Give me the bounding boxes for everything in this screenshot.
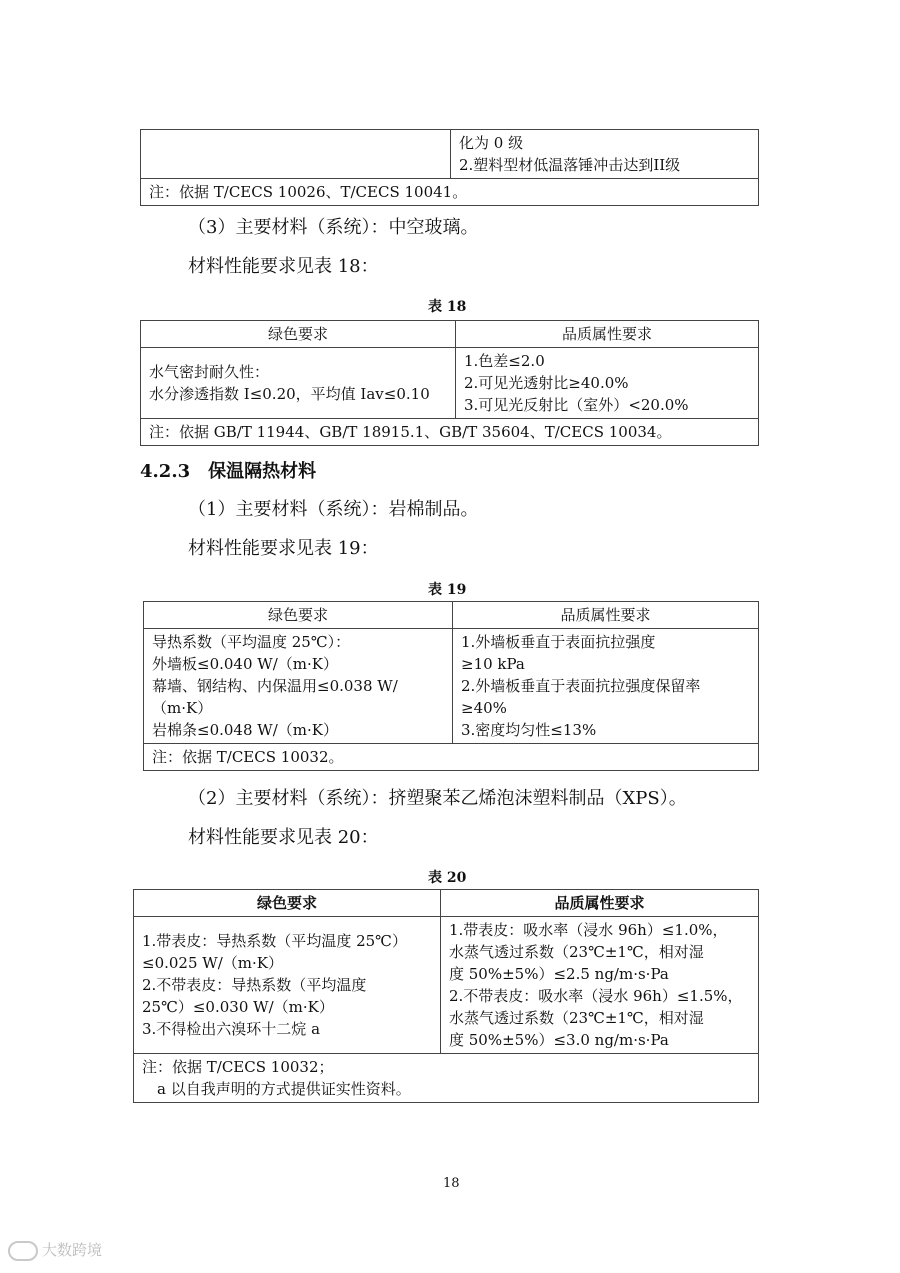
table-20-quality-cell (441, 917, 759, 1054)
top-continuation-table (140, 129, 759, 206)
table-20-quality-line: 度 50%±5%）≤2.5 ng/m·s·Pa (449, 965, 669, 983)
table-20-green-cell (134, 917, 441, 1054)
watermark-logo-icon (8, 1241, 38, 1261)
table-19-header-quality: 品质属性要求 (453, 602, 759, 629)
table-20-header-green: 绿色要求 (134, 890, 441, 917)
table-20-note (134, 1054, 759, 1103)
table-20-quality-line: 1.带表皮：吸水率（浸水 96h）≤1.0%， (449, 921, 728, 939)
table-20-header-quality: 品质属性要求 (441, 890, 759, 917)
ref-table-19: 材料性能要求见表 19： (188, 538, 379, 559)
table-18-quality-cell (456, 348, 759, 419)
table-19-quality-line: ≥10 kPa (461, 655, 525, 673)
table-20-note-line: a 以自我声明的方式提供证实性资料。 (142, 1080, 411, 1098)
table-19-quality-line: 3.密度均匀性≤13% (461, 721, 597, 739)
table-18 (140, 320, 759, 446)
section-heading-4-2-3: 4.2.3 保温隔热材料 (140, 461, 317, 482)
table-19-green-line: 外墙板≤0.040 W/（m·K） (152, 655, 338, 673)
item-xps: （2）主要材料（系统）：挤塑聚苯乙烯泡沫塑料制品（XPS）。 (188, 788, 687, 809)
table-20-green-line: 3.不得检出六溴环十二烷 a (142, 1020, 321, 1038)
table-19-quality-line: ≥40% (461, 699, 507, 717)
table-19-header-green: 绿色要求 (144, 602, 453, 629)
table-18-note: 注：依据 GB/T 11944、GB/T 18915.1、GB/T 35604、T/CECS 10034。 (141, 419, 759, 446)
table-20-green-line: 1.带表皮：导热系数（平均温度 25℃） (142, 932, 407, 950)
ref-table-18: 材料性能要求见表 18： (188, 256, 379, 277)
table-20-green-line: ≤0.025 W/（m·K） (142, 954, 283, 972)
table-20-quality-line: 水蒸气透过系数（23℃±1℃，相对湿 (449, 943, 704, 961)
top-table-right-cell (451, 130, 759, 179)
watermark-text: 大数跨境 (42, 1241, 103, 1259)
table-18-green-line: 水气密封耐久性： (149, 363, 270, 381)
table-19-green-cell (144, 629, 453, 744)
top-table-line: 2.塑料型材低温落锤冲击达到II级 (459, 156, 681, 174)
table-18-header-quality: 品质属性要求 (456, 321, 759, 348)
table-19-green-line: （m·K） (152, 699, 213, 717)
table-19-green-line: 幕墙、钢结构、内保温用≤0.038 W/ (152, 677, 398, 695)
table-19-quality-line: 2.外墙板垂直于表面抗拉强度保留率 (461, 677, 701, 695)
table-19-green-line: 导热系数（平均温度 25℃）： (152, 633, 351, 651)
table-19 (143, 601, 759, 771)
table-19-green-line: 岩棉条≤0.048 W/（m·K） (152, 721, 338, 739)
table-20-note-line: 注：依据 T/CECS 10032； (142, 1058, 334, 1076)
table-20 (133, 889, 759, 1103)
table-caption-text: 表 18 (428, 299, 467, 315)
table-20-quality-line: 水蒸气透过系数（23℃±1℃，相对湿 (449, 1009, 704, 1027)
table-20-quality-line: 度 50%±5%）≤3.0 ng/m·s·Pa (449, 1031, 669, 1049)
item-hollow-glass: （3）主要材料（系统）：中空玻璃。 (188, 217, 479, 238)
ref-table-20: 材料性能要求见表 20： (188, 827, 379, 848)
item-rock-wool: （1）主要材料（系统）：岩棉制品。 (188, 499, 479, 520)
table-18-green-cell (141, 348, 456, 419)
page-number: 18 (443, 1176, 460, 1191)
table-20-caption (428, 867, 466, 887)
table-caption-text: 表 19 (428, 582, 467, 598)
table-19-note: 注：依据 T/CECS 10032。 (144, 744, 759, 771)
table-20-green-line: 2.不带表皮：导热系数（平均温度 (142, 976, 367, 994)
table-19-caption (428, 579, 466, 599)
table-18-header-green: 绿色要求 (141, 321, 456, 348)
top-table-note: 注：依据 T/CECS 10026、T/CECS 10041。 (141, 179, 759, 206)
table-18-green-line: 水分渗透指数 I≤0.20，平均值 Iav≤0.10 (149, 385, 430, 403)
table-18-quality-line: 2.可见光透射比≥40.0% (464, 374, 629, 392)
table-18-caption (428, 296, 466, 316)
table-18-quality-line: 1.色差≤2.0 (464, 352, 545, 370)
table-18-quality-line: 3.可见光反射比（室外）<20.0% (464, 396, 689, 414)
watermark (8, 1239, 102, 1261)
table-19-quality-line: 1.外墙板垂直于表面抗拉强度 (461, 633, 656, 651)
table-20-green-line: 25℃）≤0.030 W/（m·K） (142, 998, 334, 1016)
table-19-quality-cell (453, 629, 759, 744)
top-table-left-cell (141, 130, 451, 179)
table-20-quality-line: 2.不带表皮：吸水率（浸水 96h）≤1.5%， (449, 987, 743, 1005)
top-table-line: 化为 0 级 (459, 134, 524, 152)
table-caption-text: 表 20 (428, 870, 467, 886)
